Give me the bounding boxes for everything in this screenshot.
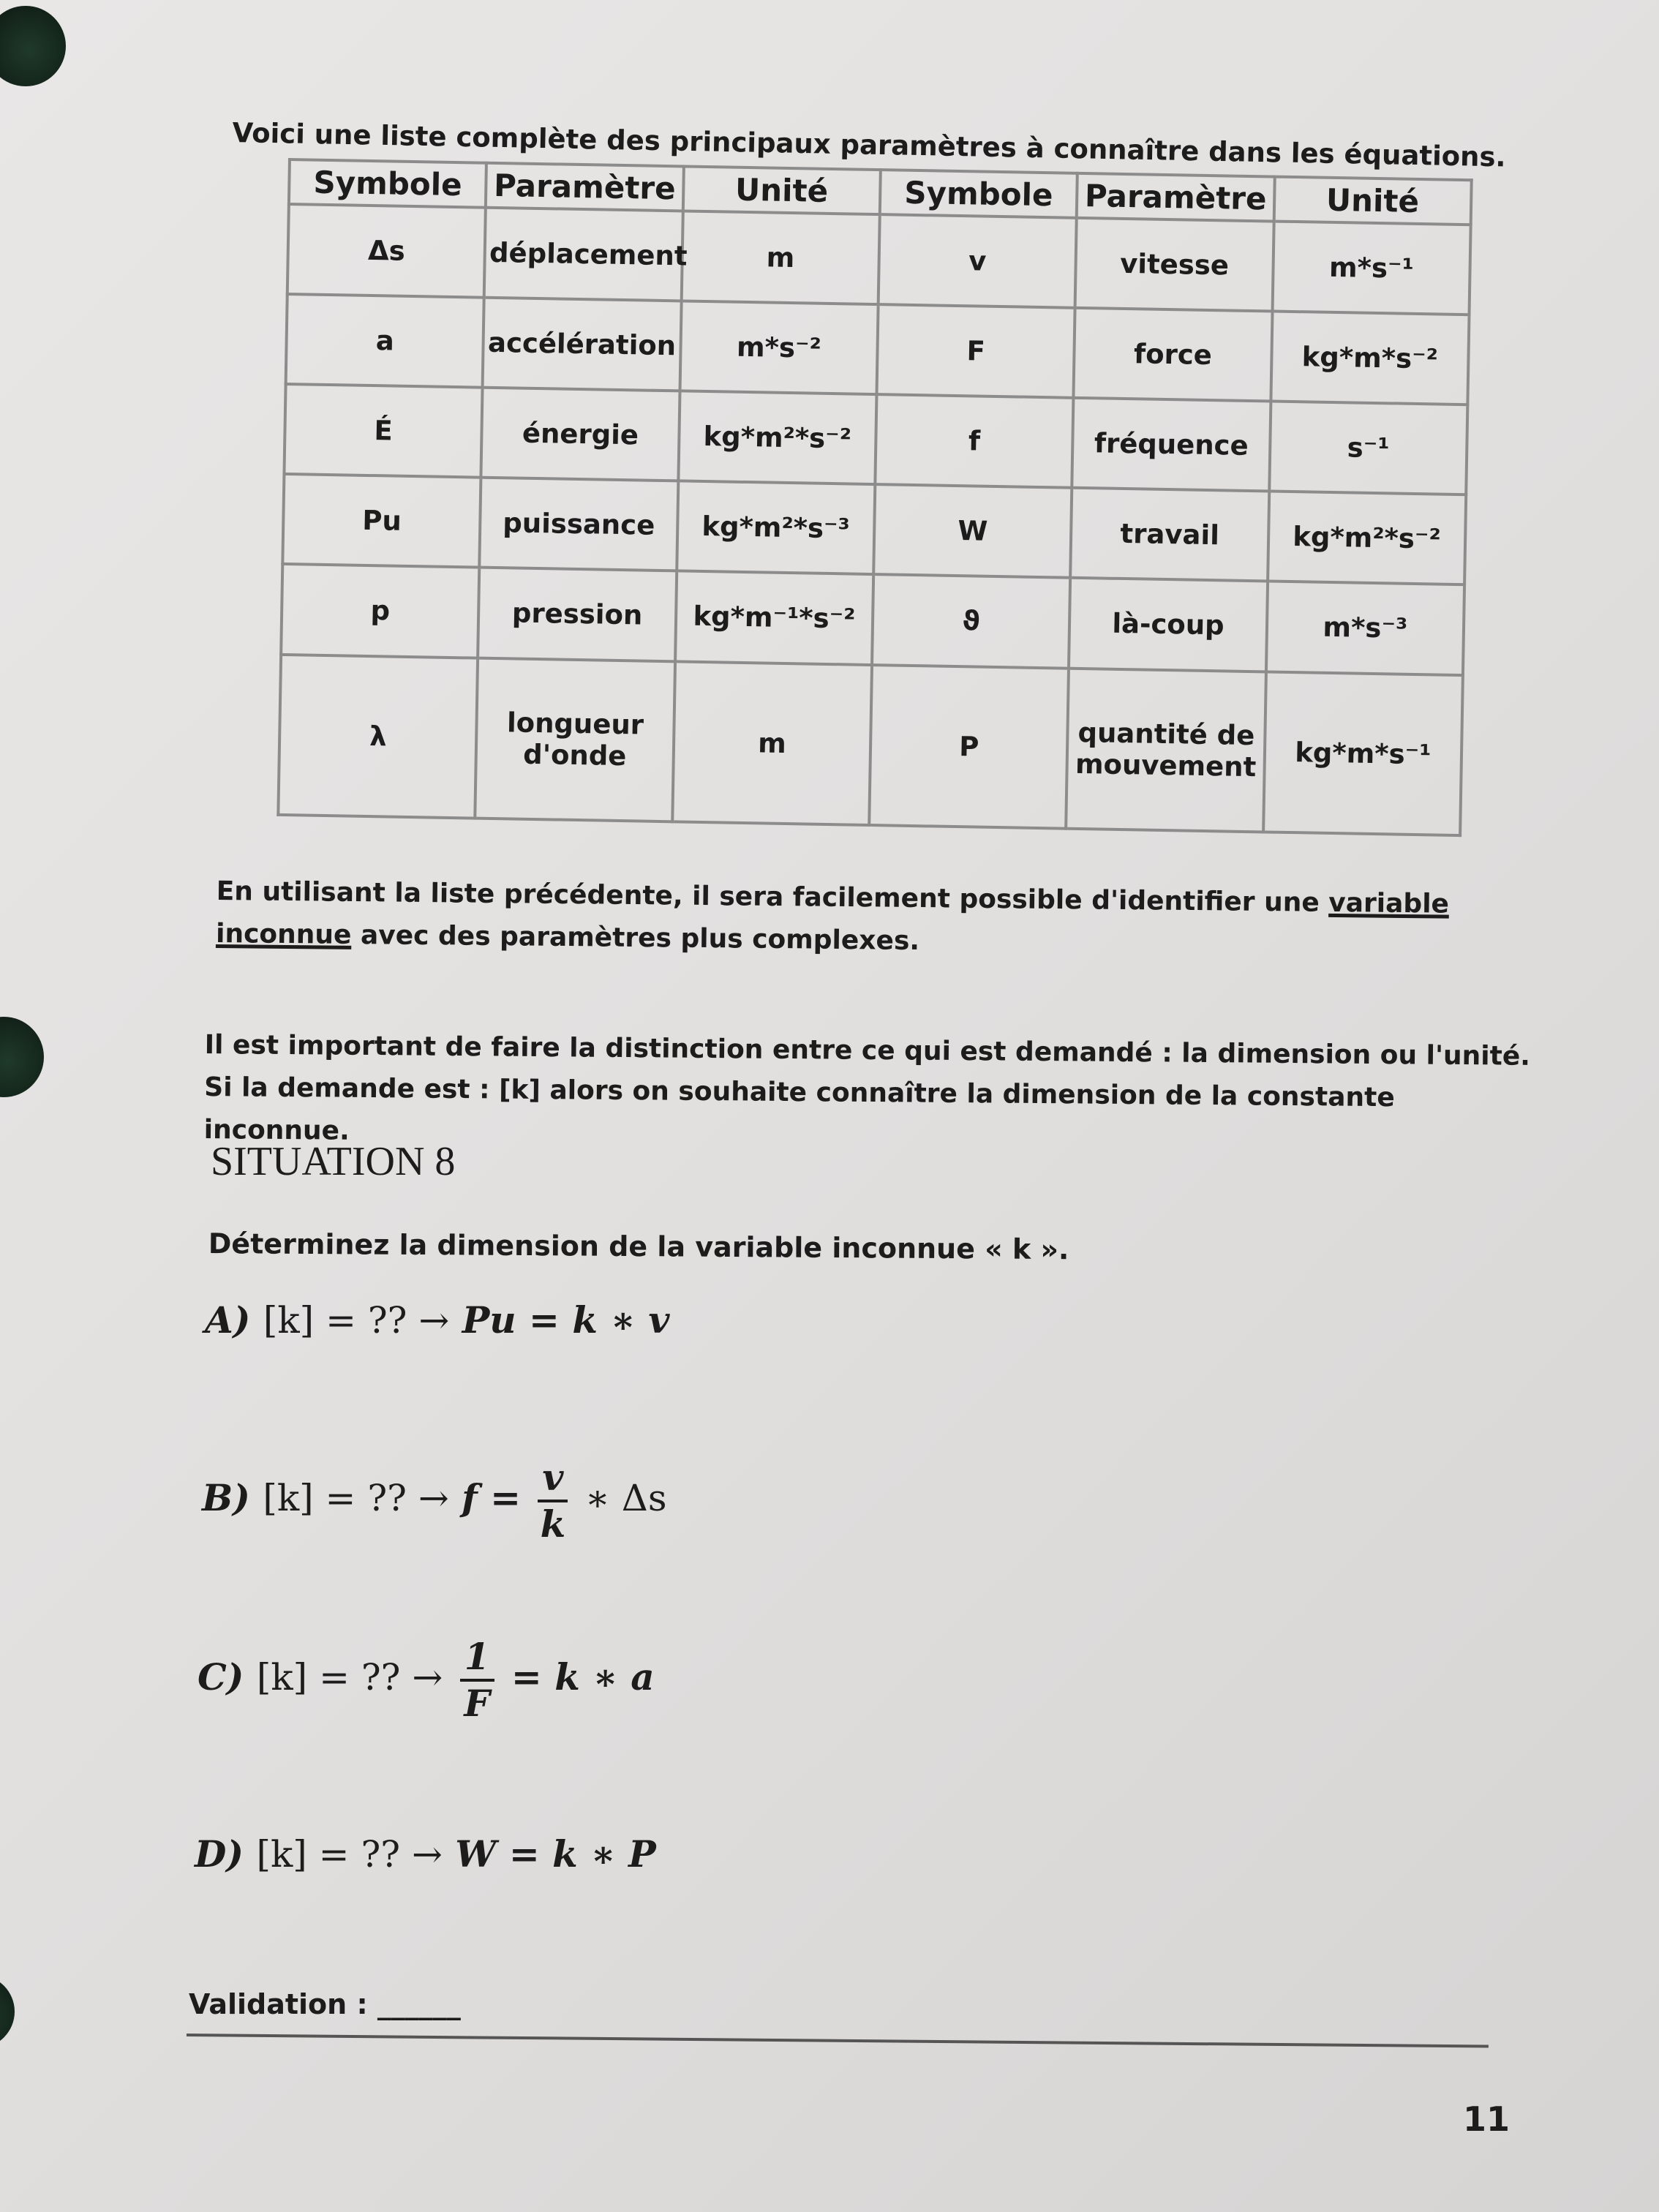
table-cell: longueur d'onde	[475, 658, 675, 821]
equation-lhs: [k] = ?? →	[256, 1833, 443, 1876]
table-cell: kg*m*s⁻¹	[1263, 672, 1463, 835]
table-cell: f	[875, 394, 1073, 488]
table-cell: kg*m*s⁻²	[1271, 312, 1469, 405]
table-cell: F	[876, 304, 1075, 398]
situation-title: SITUATION 8	[211, 1139, 456, 1184]
equation-label: A)	[205, 1298, 251, 1342]
table-cell: kg*m⁻¹*s⁻²	[675, 571, 873, 665]
equation-lhs: [k] = ?? →	[263, 1477, 449, 1519]
table-cell: v	[879, 214, 1077, 308]
table-cell: m*s⁻¹	[1272, 222, 1470, 315]
page-number: 11	[1463, 2099, 1511, 2139]
binder-hole	[0, 6, 66, 86]
table-cell: p	[281, 564, 479, 658]
equation-rhs: Pu = k ∗ v	[462, 1298, 670, 1342]
table-cell: vitesse	[1075, 218, 1274, 312]
header-cell: Paramètre	[1077, 173, 1274, 222]
intro-text: Voici une liste complète des principaux paramètres à connaître dans les équations.	[232, 117, 1506, 173]
equation-d	[195, 1832, 656, 1876]
table-cell: λ	[278, 654, 478, 818]
fraction-numerator: v	[538, 1456, 568, 1502]
distinction-paragraph: Il est important de faire la distinction entre ce qui est demandé : la dimension ou l'unité. Si la demande est : [k] alors on souhaite connaître la dimension de la constante inconnue.	[203, 1029, 1531, 1146]
equation-a	[205, 1298, 669, 1342]
fraction-denominator: k	[540, 1502, 566, 1546]
validation-field: Validation : ______	[189, 1988, 461, 2020]
equation-pre: f =	[462, 1476, 521, 1519]
table-cell: É	[284, 384, 482, 478]
table-cell: s⁻¹	[1269, 402, 1467, 495]
table-cell: kg*m²*s⁻²	[678, 391, 876, 485]
table-cell: ϑ	[872, 574, 1070, 668]
table-cell: déplacement	[484, 208, 682, 301]
paragraph-text: avec des paramètres plus complexes.	[351, 919, 920, 957]
table-cell: là-coup	[1069, 578, 1267, 672]
paragraph-text: En utilisant la liste précédente, il sera facilement possible d'identifier une	[216, 876, 1329, 918]
equation-lhs: [k] = ?? →	[256, 1656, 443, 1698]
table-cell: énergie	[481, 388, 680, 481]
equation-c	[198, 1635, 655, 1726]
equation-label: C)	[198, 1655, 244, 1698]
binder-hole	[0, 1017, 44, 1097]
table-cell: m*s⁻³	[1266, 582, 1464, 675]
table-cell: m	[681, 211, 879, 304]
instruction-text: Déterminez la dimension de la variable inconnue « k ».	[208, 1227, 1069, 1266]
table-cell: Δs	[287, 204, 486, 298]
fraction-numerator: 1	[460, 1635, 494, 1682]
underlined-term: variable inconnue	[215, 887, 1450, 950]
table-cell: P	[869, 665, 1069, 829]
equation-label: D)	[195, 1832, 244, 1876]
table-cell: kg*m²*s⁻³	[677, 481, 875, 575]
header-cell: Unité	[1274, 177, 1471, 225]
table-cell: W	[873, 484, 1072, 578]
equation-lhs: [k] = ?? →	[263, 1299, 450, 1342]
table-cell: fréquence	[1072, 398, 1271, 492]
table-cell: travail	[1070, 488, 1268, 582]
equation-rhs: W = k ∗ P	[455, 1832, 656, 1876]
table-row	[278, 654, 1463, 835]
fraction	[460, 1635, 494, 1726]
equation-post: ∗ Δs	[584, 1477, 667, 1519]
table-cell: quantité de mouvement	[1066, 668, 1265, 832]
table-cell: Pu	[282, 474, 481, 568]
binder-hole	[0, 1975, 15, 2048]
table-cell: puissance	[480, 478, 678, 571]
header-cell: Paramètre	[486, 163, 683, 211]
header-cell: Symbole	[880, 170, 1077, 218]
parameters-table	[276, 158, 1472, 837]
bottom-rule	[187, 2034, 1489, 2048]
table-cell: accélération	[483, 298, 681, 391]
fraction-denominator: F	[464, 1682, 490, 1725]
table-cell: a	[286, 294, 484, 388]
table-cell: kg*m²*s⁻²	[1268, 492, 1466, 585]
header-cell: Unité	[682, 166, 880, 214]
header-cell: Symbole	[289, 159, 486, 208]
explanation-paragraph	[216, 870, 1533, 969]
equation-b	[202, 1456, 667, 1546]
equation-label: B)	[202, 1476, 250, 1519]
table-cell: m	[672, 661, 872, 825]
parameters-table-wrap	[276, 158, 1487, 837]
fraction	[538, 1456, 568, 1546]
table-cell: pression	[478, 568, 676, 661]
equation-post: = k ∗ a	[511, 1655, 655, 1698]
table-cell: force	[1074, 308, 1272, 402]
table-cell: m*s⁻²	[680, 301, 878, 395]
